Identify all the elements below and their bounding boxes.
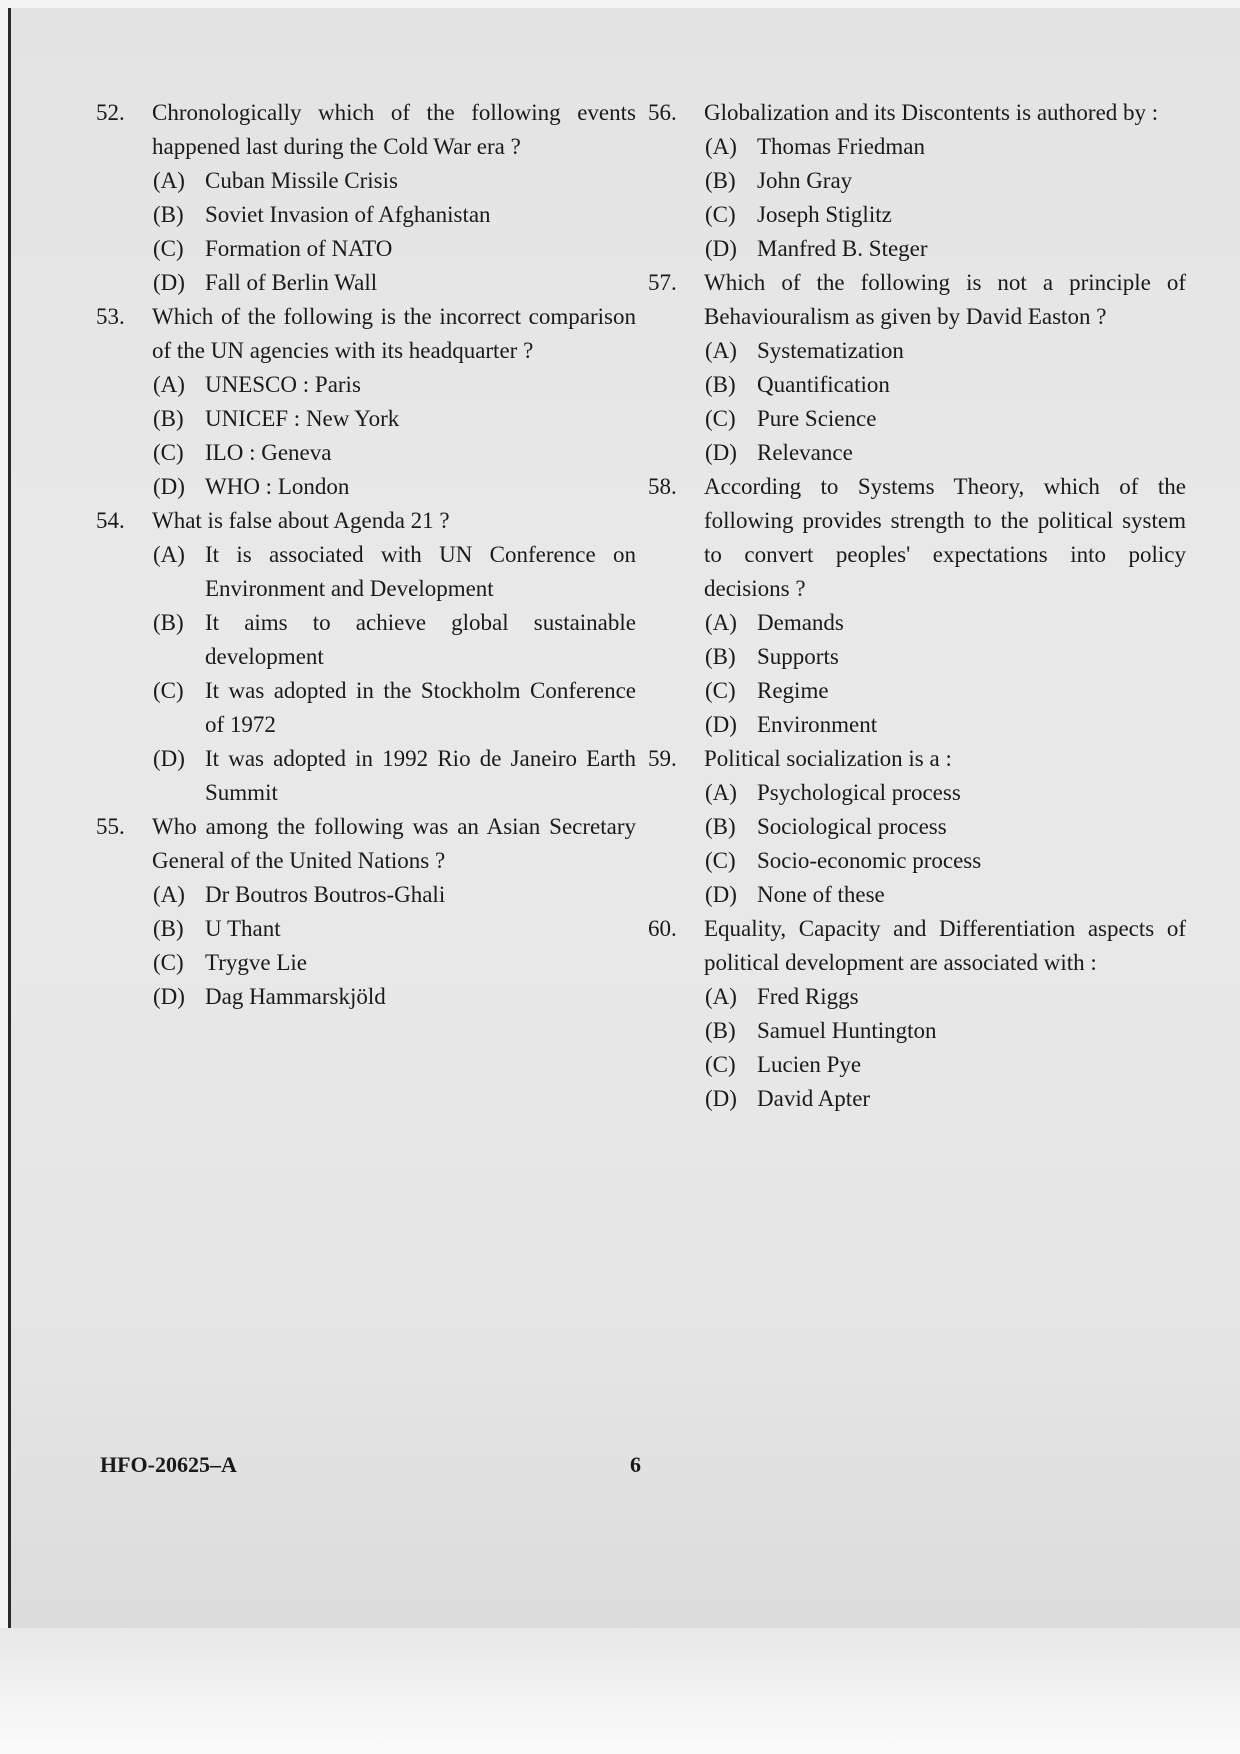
option-row (648, 844, 1186, 878)
option-row (96, 164, 636, 198)
option-text: Demands (757, 610, 844, 635)
question-number: 55. (96, 814, 125, 839)
option-label: (C) (153, 236, 184, 261)
option-row (96, 980, 636, 1014)
option-row (648, 368, 1186, 402)
option-row (648, 1082, 1186, 1116)
option-row (648, 198, 1186, 232)
option-text: It was adopted in 1992 Rio de Janeiro Earth Summit (205, 746, 636, 805)
question-block (96, 300, 636, 504)
option-row (96, 674, 636, 742)
option-row (96, 606, 636, 674)
option-label: (B) (705, 1018, 736, 1043)
question-row (96, 810, 636, 878)
option-text: Quantification (757, 372, 890, 397)
option-label: (A) (153, 882, 185, 907)
option-row (648, 130, 1186, 164)
option-text: Manfred B. Steger (757, 236, 928, 261)
option-label: (D) (705, 236, 737, 261)
option-text: U Thant (205, 916, 281, 941)
option-label: (A) (153, 372, 185, 397)
question-block (96, 96, 636, 300)
option-label: (C) (153, 440, 184, 465)
option-text: Pure Science (757, 406, 877, 431)
option-label: (C) (705, 848, 736, 873)
option-label: (A) (705, 610, 737, 635)
option-label: (D) (153, 474, 185, 499)
option-text: Fred Riggs (757, 984, 859, 1009)
option-row (96, 470, 636, 504)
question-number: 60. (648, 916, 677, 941)
option-row (648, 606, 1186, 640)
question-text: Chronologically which of the following events happened last during the Cold War era ? (152, 100, 636, 159)
option-row (96, 436, 636, 470)
option-label: (B) (153, 610, 184, 635)
option-row (648, 640, 1186, 674)
option-text: It is associated with UN Conference on Environment and Development (205, 542, 636, 601)
option-label: (A) (705, 338, 737, 363)
option-label: (B) (705, 644, 736, 669)
question-number: 59. (648, 746, 677, 771)
option-row (96, 912, 636, 946)
option-row (648, 1048, 1186, 1082)
option-text: It aims to achieve global sustainable development (205, 610, 636, 669)
option-row (648, 776, 1186, 810)
option-text: Soviet Invasion of Afghanistan (205, 202, 491, 227)
option-row (648, 164, 1186, 198)
option-row (648, 674, 1186, 708)
question-row (648, 470, 1186, 606)
option-text: Cuban Missile Crisis (205, 168, 398, 193)
option-label: (B) (705, 168, 736, 193)
option-row (96, 878, 636, 912)
option-label: (C) (705, 406, 736, 431)
question-text: According to Systems Theory, which of the following provides strength to the political system to convert peoples' expectations into policy decisions ? (704, 474, 1186, 601)
option-label: (B) (153, 406, 184, 431)
question-block (648, 742, 1186, 912)
option-label: (D) (705, 712, 737, 737)
option-text: UNICEF : New York (205, 406, 400, 431)
option-label: (B) (153, 202, 184, 227)
option-row (648, 436, 1186, 470)
question-number: 56. (648, 100, 677, 125)
option-text: David Apter (757, 1086, 871, 1111)
question-row (648, 742, 1186, 776)
option-text: UNESCO : Paris (205, 372, 361, 397)
question-block (96, 504, 636, 810)
question-text: Political socialization is a : (704, 746, 952, 771)
option-text: Dag Hammarskjöld (205, 984, 386, 1009)
option-label: (D) (153, 746, 185, 771)
option-text: Regime (757, 678, 829, 703)
option-row (96, 946, 636, 980)
option-label: (C) (705, 202, 736, 227)
question-number: 57. (648, 270, 677, 295)
scan-margin (0, 1628, 1240, 1754)
option-text: None of these (757, 882, 885, 907)
question-row (96, 300, 636, 368)
option-row (96, 266, 636, 300)
option-row (96, 232, 636, 266)
option-row (96, 402, 636, 436)
option-label: (A) (705, 984, 737, 1009)
option-row (648, 708, 1186, 742)
option-text: Socio-economic process (757, 848, 982, 873)
option-text: Fall of Berlin Wall (205, 270, 378, 295)
option-label: (C) (705, 1052, 736, 1077)
question-text: Globalization and its Discontents is authored by : (704, 100, 1159, 125)
page-number: 6 (630, 1452, 641, 1477)
option-row (96, 198, 636, 232)
option-row (648, 402, 1186, 436)
question-row (96, 96, 636, 164)
question-block (96, 810, 636, 1014)
option-row (648, 1014, 1186, 1048)
option-text: Environment (757, 712, 878, 737)
question-row (648, 912, 1186, 980)
option-row (648, 334, 1186, 368)
option-label: (D) (705, 882, 737, 907)
option-label: (A) (153, 168, 185, 193)
question-text: What is false about Agenda 21 ? (152, 508, 450, 533)
option-text: Formation of NATO (205, 236, 393, 261)
question-row (648, 96, 1186, 130)
option-text: Supports (757, 644, 839, 669)
option-row (648, 810, 1186, 844)
option-text: Dr Boutros Boutros-Ghali (205, 882, 446, 907)
question-number: 53. (96, 304, 125, 329)
option-label: (B) (705, 814, 736, 839)
option-text: WHO : London (205, 474, 350, 499)
question-block (648, 266, 1186, 470)
option-row (96, 368, 636, 402)
option-label: (D) (153, 270, 185, 295)
question-block (648, 470, 1186, 742)
question-text: Equality, Capacity and Differentiation aspects of political development are associated with : (704, 916, 1186, 975)
option-label: (D) (153, 984, 185, 1009)
option-label: (C) (153, 950, 184, 975)
option-label: (D) (705, 440, 737, 465)
question-block (648, 912, 1186, 1116)
option-row (96, 538, 636, 606)
option-label: (C) (153, 678, 184, 703)
question-block (648, 96, 1186, 266)
option-text: ILO : Geneva (205, 440, 332, 465)
right-column (648, 96, 1186, 1116)
option-label: (B) (153, 916, 184, 941)
paper-code: HFO-20625–A (100, 1452, 237, 1477)
option-text: Psychological process (757, 780, 961, 805)
option-label: (A) (705, 134, 737, 159)
question-number: 54. (96, 508, 125, 533)
option-text: Thomas Friedman (757, 134, 925, 159)
option-text: Samuel Huntington (757, 1018, 937, 1043)
left-column (96, 96, 636, 1014)
question-number: 52. (96, 100, 125, 125)
option-label: (C) (705, 678, 736, 703)
option-text: It was adopted in the Stockholm Conference of 1972 (205, 678, 636, 737)
option-text: John Gray (757, 168, 853, 193)
question-number: 58. (648, 474, 677, 499)
option-label: (B) (705, 372, 736, 397)
option-label: (D) (705, 1086, 737, 1111)
option-text: Lucien Pye (757, 1052, 862, 1077)
option-text: Sociological process (757, 814, 947, 839)
option-row (648, 878, 1186, 912)
option-row (648, 980, 1186, 1014)
question-row (648, 266, 1186, 334)
option-text: Trygve Lie (205, 950, 308, 975)
option-row (96, 742, 636, 810)
option-text: Relevance (757, 440, 853, 465)
option-label: (A) (705, 780, 737, 805)
option-label: (A) (153, 542, 185, 567)
option-text: Joseph Stiglitz (757, 202, 892, 227)
question-text: Which of the following is the incorrect comparison of the UN agencies with its headquarter ? (152, 304, 636, 363)
question-text: Which of the following is not a principle of Behaviouralism as given by David Easton ? (704, 270, 1186, 329)
option-text: Systematization (757, 338, 904, 363)
question-text: Who among the following was an Asian Secretary General of the United Nations ? (152, 814, 636, 873)
question-row (96, 504, 636, 538)
option-row (648, 232, 1186, 266)
